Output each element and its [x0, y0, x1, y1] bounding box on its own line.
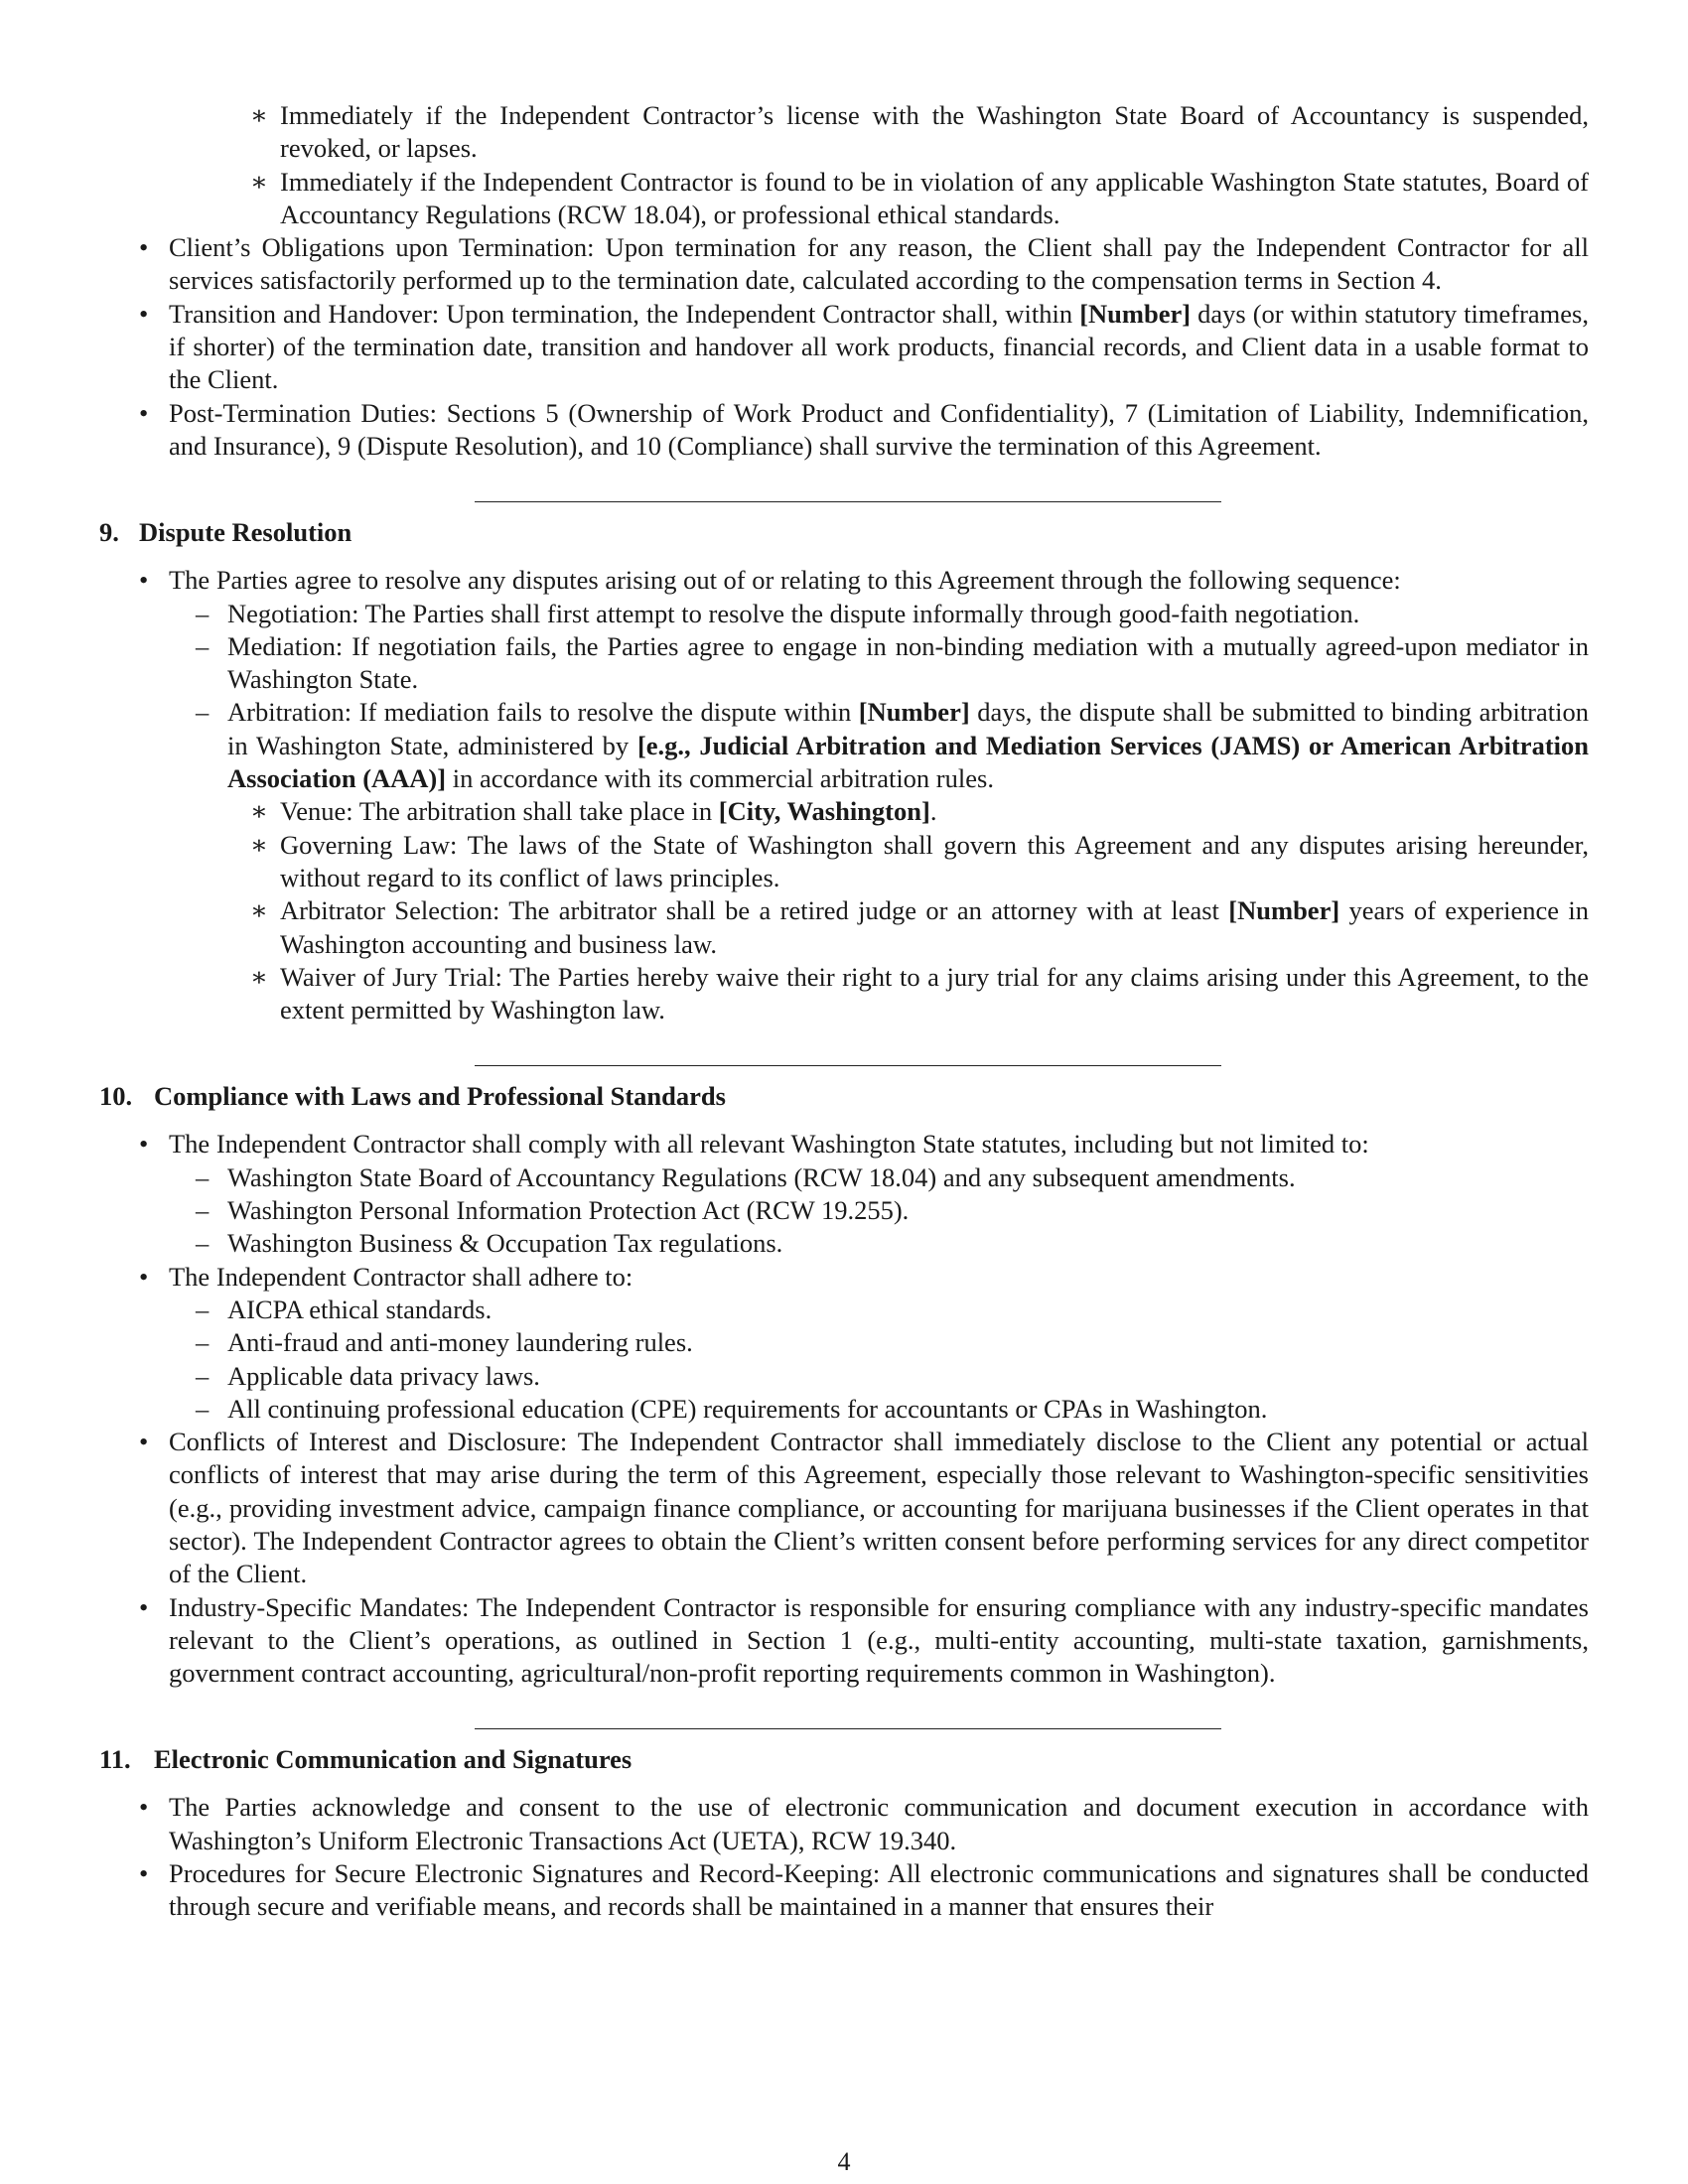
- list-item-text: Immediately if the Independent Contractor is found to be in violation of any applicable Washington State statutes, Board of Accountancy Regulations (RCW 18.04), or professional ethical standards.: [280, 166, 1589, 229]
- section-title: Dispute Resolution: [139, 517, 352, 548]
- bullet-marker: •: [139, 1591, 149, 1622]
- list-item: [196, 1393, 1589, 1426]
- section-divider: [475, 501, 1221, 502]
- list-item: [139, 397, 1589, 464]
- section-number: 9.: [99, 517, 119, 548]
- list-item-text: Anti-fraud and anti-money laundering rules.: [227, 1327, 693, 1358]
- star-marker: ∗: [250, 829, 269, 860]
- list-item-text: Transition and Handover: Upon termination, the Independent Contractor shall, within [Number] days (or within statutory timeframes, if shorter) of the termination date, transition and handover all work products, financial records, and Client data in a usable format to the Client.: [169, 298, 1589, 395]
- list-item: [139, 1791, 1589, 1857]
- section-number: 11.: [99, 1744, 131, 1775]
- dash-marker: –: [196, 630, 210, 661]
- list-item: [250, 795, 1589, 828]
- list-item: [196, 1161, 1589, 1194]
- list-item: [250, 166, 1589, 232]
- list-item-text: Washington State Board of Accountancy Regulations (RCW 18.04) and any subsequent amendments.: [227, 1161, 1296, 1192]
- list-item-text: AICPA ethical standards.: [227, 1294, 492, 1324]
- list-item-text: Governing Law: The laws of the State of Washington shall govern this Agreement and any disputes arising hereunder, without regard to its conflict of laws principles.: [280, 829, 1589, 892]
- list-item: [196, 696, 1589, 795]
- dash-marker: –: [196, 1360, 210, 1391]
- star-marker: ∗: [250, 796, 269, 827]
- bullet-marker: •: [139, 1261, 149, 1292]
- list-item: [196, 1326, 1589, 1359]
- list-item: [196, 1360, 1589, 1393]
- list-item: [250, 829, 1589, 895]
- list-item-text: Waiver of Jury Trial: The Parties hereby waive their right to a jury trial for any claims arising under this Agreement, to the extent permitted by Washington law.: [280, 961, 1589, 1025]
- list-item-text: Client’s Obligations upon Termination: Upon termination for any reason, the Client shall pay the Independent Contractor for all services satisfactorily performed up to the termination date, calculated according to the compensation terms in Section 4.: [169, 232, 1589, 296]
- bullet-marker: •: [139, 1858, 149, 1889]
- dash-marker: –: [196, 1228, 210, 1259]
- list-item-text: The Parties acknowledge and consent to the use of electronic communication and document execution in accordance with Washington’s Uniform Electronic Transactions Act (UETA), RCW 19.340.: [169, 1792, 1589, 1855]
- list-item: [196, 1294, 1589, 1326]
- bullet-marker: •: [139, 1129, 149, 1160]
- bullet-marker: •: [139, 1792, 149, 1823]
- list-item: [196, 1227, 1589, 1260]
- list-item-text: Arbitration: If mediation fails to resolve the dispute within [Number] days, the dispute shall be submitted to binding arbitration in Washington State, administered by [e.g., Judicial Arbitration and Mediation Services (JAMS) or American Arbitration Association (AAA)] in accordance with its commercial arbitration rules.: [227, 697, 1589, 794]
- dash-marker: –: [196, 1161, 210, 1192]
- list-item: [139, 1591, 1589, 1691]
- dash-marker: –: [196, 598, 210, 628]
- list-item: [250, 894, 1589, 961]
- section-heading: [99, 1743, 1589, 1776]
- page-number: 4: [837, 2147, 851, 2176]
- list-item-text: Conflicts of Interest and Disclosure: The Independent Contractor shall immediately disclose to the Client any potential or actual conflicts of interest that may arise during the term of this Agreement, especially those relevant to Washington-specific sensitivities (e.g., providing investment advice, campaign finance compliance, or accounting for marijuana businesses if the Client operates in that sector). The Independent Contractor agrees to obtain the Client’s written consent before performing services for any direct competitor of the Client.: [169, 1427, 1589, 1589]
- list-item-text: Venue: The arbitration shall take place in [City, Washington].: [280, 796, 937, 827]
- section-title: Compliance with Laws and Professional Standards: [154, 1081, 726, 1112]
- list-item-text: The Parties agree to resolve any disputes arising out of or relating to this Agreement through the following sequence:: [169, 565, 1401, 596]
- list-item-text: The Independent Contractor shall adhere to:: [169, 1261, 633, 1292]
- section-title: Electronic Communication and Signatures: [154, 1744, 633, 1775]
- dash-marker: –: [196, 1327, 210, 1358]
- list-item: [196, 630, 1589, 697]
- section-divider: [475, 1065, 1221, 1066]
- list-item: [139, 1261, 1589, 1294]
- list-item-text: Washington Personal Information Protection Act (RCW 19.255).: [227, 1195, 910, 1226]
- list-item-text: Mediation: If negotiation fails, the Parties agree to engage in non-binding mediation with a mutually agreed-upon mediator in Washington State.: [227, 630, 1589, 695]
- list-item: [139, 1128, 1589, 1160]
- list-item: [139, 298, 1589, 397]
- star-marker: ∗: [250, 166, 269, 197]
- bullet-marker: •: [139, 565, 149, 596]
- list-item-text: Immediately if the Independent Contractor’s license with the Washington State Board of Accountancy is suspended, revoked, or lapses.: [280, 100, 1589, 164]
- list-item: [139, 1426, 1589, 1590]
- list-item-text: Applicable data privacy laws.: [227, 1360, 540, 1391]
- section-divider: [475, 1728, 1221, 1729]
- bullet-marker: •: [139, 298, 149, 329]
- list-item: [250, 961, 1589, 1027]
- star-marker: ∗: [250, 895, 269, 926]
- list-item: [250, 99, 1589, 166]
- dash-marker: –: [196, 1393, 210, 1424]
- list-item-text: The Independent Contractor shall comply with all relevant Washington State statutes, including but not limited to:: [169, 1129, 1369, 1160]
- bullet-marker: •: [139, 1427, 149, 1457]
- section-number: 10.: [99, 1081, 133, 1112]
- list-item-text: Arbitrator Selection: The arbitrator shall be a retired judge or an attorney with at least [Number] years of experience in Washington accounting and business law.: [280, 895, 1589, 959]
- dash-marker: –: [196, 697, 210, 728]
- star-marker: ∗: [250, 100, 269, 130]
- list-item-text: Negotiation: The Parties shall first attempt to resolve the dispute informally through good-faith negotiation.: [227, 598, 1360, 628]
- list-item-text: Post-Termination Duties: Sections 5 (Ownership of Work Product and Confidentiality), 7 (Limitation of Liability, Indemnification, and Insurance), 9 (Dispute Resolution), and 10 (Compliance) shall survive the termination of this Agreement.: [169, 397, 1589, 461]
- list-item: [196, 1194, 1589, 1227]
- list-item: [139, 564, 1589, 597]
- dash-marker: –: [196, 1294, 210, 1324]
- list-item: [139, 1857, 1589, 1924]
- list-item: [196, 598, 1589, 630]
- section-heading: [99, 1080, 1589, 1113]
- list-item: [139, 231, 1589, 298]
- bullet-marker: •: [139, 397, 149, 428]
- star-marker: ∗: [250, 961, 269, 992]
- dash-marker: –: [196, 1195, 210, 1226]
- bullet-marker: •: [139, 232, 149, 263]
- list-item-text: Washington Business & Occupation Tax regulations.: [227, 1228, 783, 1259]
- document-page: [99, 99, 1589, 1924]
- list-item-text: All continuing professional education (CPE) requirements for accountants or CPAs in Washington.: [227, 1393, 1268, 1424]
- list-item-text: Industry-Specific Mandates: The Independent Contractor is responsible for ensuring compliance with any industry-specific mandates relevant to the Client’s operations, as outlined in Section 1 (e.g., multi-entity accounting, multi-state taxation, garnishments, government contract accounting, agricultural/non-profit reporting requirements common in Washington).: [169, 1591, 1589, 1689]
- list-item-text: Procedures for Secure Electronic Signatures and Record-Keeping: All electronic communications and signatures shall be conducted through secure and verifiable means, and records shall be maintained in a manner that ensures their: [169, 1858, 1589, 1922]
- section-heading: [99, 516, 1589, 549]
